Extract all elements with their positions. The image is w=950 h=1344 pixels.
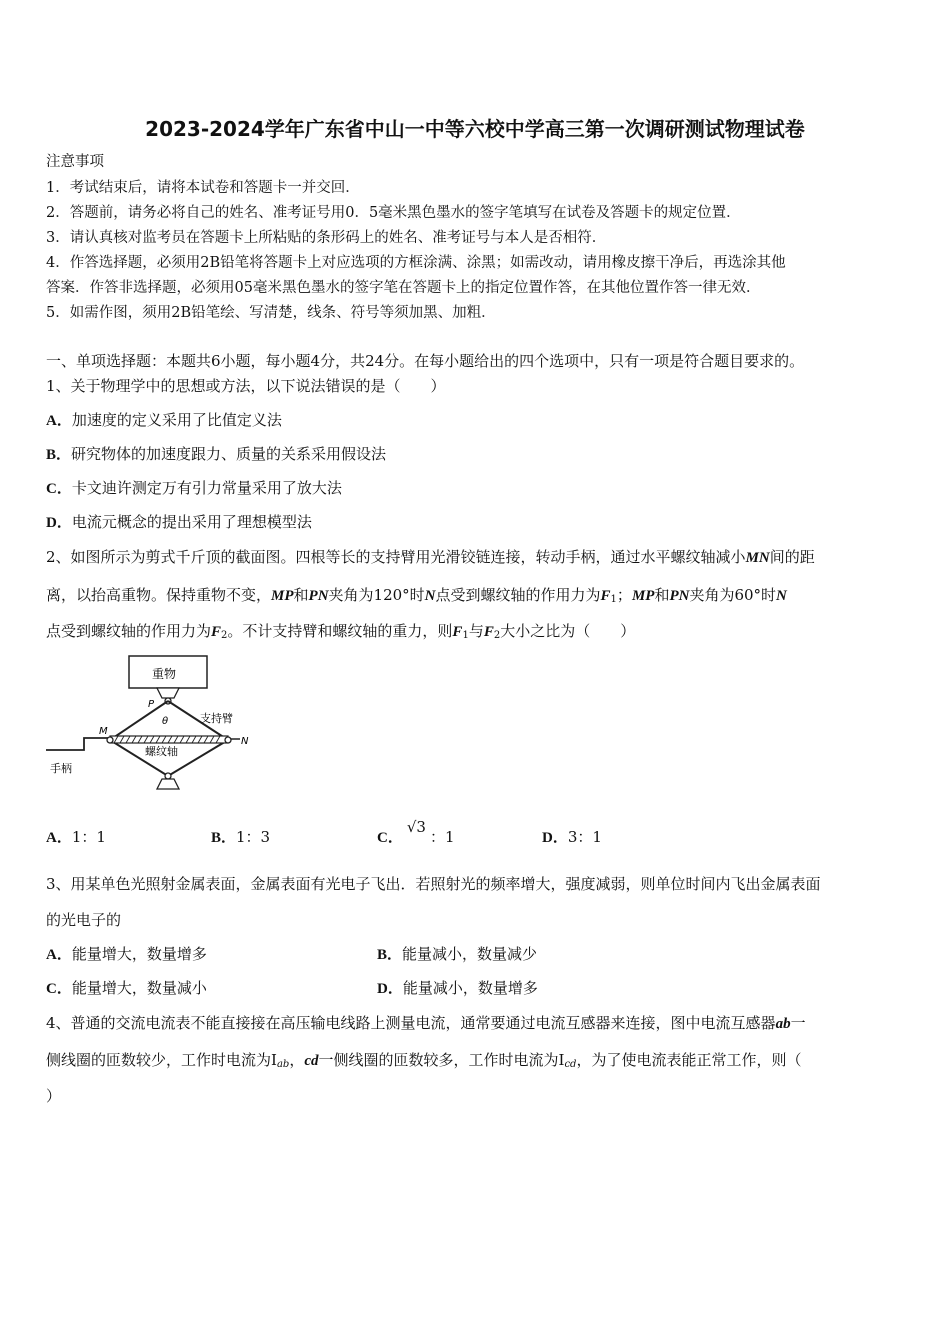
arm-mp (110, 701, 168, 740)
q4-text: ，为了使电流表能正常工作，则（ (576, 1051, 802, 1069)
option-text: 能量增大，数量增多 (71, 945, 207, 963)
var-f: F (483, 624, 494, 640)
option-letter: C． (377, 830, 403, 846)
q2-text: 点受到螺纹轴的作用力为 (435, 586, 601, 604)
option-text: 加速度的定义采用了比值定义法 (71, 411, 282, 429)
option-text: ：1 (429, 828, 455, 846)
option-text: 3：1 (567, 828, 602, 846)
var-n: N (424, 588, 436, 604)
var-mp: MP (271, 588, 294, 604)
option-text: 能量减小，数量减少 (402, 945, 538, 963)
q2-text: 和 (293, 586, 309, 604)
option-letter: D． (46, 515, 72, 531)
q2-text: 间的距 (769, 548, 815, 566)
q4-line-1 (46, 1012, 806, 1033)
q3-option-a (46, 943, 207, 964)
option-letter: A． (46, 947, 72, 963)
q2-text: 大小之比为（ ） (500, 622, 636, 640)
q2-option-a (46, 826, 106, 847)
notice-item-1: 1．考试结束后，请将本试卷和答题卡一并交回． (46, 180, 360, 196)
label-n: N (241, 736, 249, 747)
subscript: 1 (462, 630, 469, 641)
option-letter: B． (377, 947, 403, 963)
q4-text: 一侧线圈的匝数较多，工作时电流为I (318, 1051, 565, 1069)
q2-text: 点受到螺纹轴的作用力为 (46, 622, 212, 640)
pivot-n (225, 737, 231, 743)
option-letter: C． (46, 981, 72, 997)
sqrt3: √3 (406, 818, 426, 836)
option-text: 1：1 (71, 828, 106, 846)
notice-item-4-cont: 答案．作答非选择题，必须用05毫米黑色墨水的签字笔在答题卡上的指定位置作答，在其他位置作答一律无效． (46, 280, 761, 296)
q4-text: ， (289, 1051, 305, 1069)
base-pad (157, 779, 179, 789)
section-heading: 一、单项选择题：本题共6小题，每小题4分，共24分。在每小题给出的四个选项中，只有一项是符合题目要求的。 (46, 352, 805, 370)
handle-crank (46, 738, 110, 750)
q3-option-b (377, 943, 537, 964)
var-cd: cd (304, 1053, 319, 1069)
q2-text: 夹角为120°时 (328, 586, 425, 604)
subscript: cd (564, 1059, 577, 1070)
q2-text: 2、如图所示为剪式千斤顶的截面图。四根等长的支持臂用光滑铰链连接，转动手柄，通过水平螺纹轴减小 (46, 548, 746, 566)
q1-stem: 1、关于物理学中的思想或方法，以下说法错误的是（ ） (46, 377, 446, 395)
option-letter: A． (46, 830, 72, 846)
q2-text: 。不计支持臂和螺纹轴的重力，则 (227, 622, 453, 640)
var-f: F (211, 624, 222, 640)
q2-line-3 (46, 620, 635, 641)
subscript: 2 (493, 630, 501, 641)
q2-line-2 (46, 584, 787, 605)
q4-text: 侧线圈的匝数较少，工作时电流为I (46, 1051, 277, 1069)
option-text: 能量减小，数量增多 (402, 979, 538, 997)
scissor-jack-figure (44, 652, 264, 790)
q3-option-d (377, 977, 538, 998)
q2-option-b (211, 826, 270, 847)
option-letter: B． (211, 830, 237, 846)
option-letter: A． (46, 413, 72, 429)
var-f: F (452, 624, 463, 640)
option-letter: D． (377, 981, 403, 997)
q4-text: 一 (790, 1014, 806, 1032)
q4-line-3: ） (46, 1087, 62, 1105)
subscript: 2 (221, 630, 228, 641)
notice-item-3: 3．请认真核对监考员在答题卡上所粘贴的条形码上的姓名、准考证号与本人是否相符． (46, 230, 607, 246)
option-letter: B． (46, 447, 72, 463)
q1-option-b (46, 443, 386, 464)
label-theta: θ (162, 716, 169, 727)
var-mp: MP (631, 588, 655, 604)
q2-text: 夹角为60°时 (689, 586, 777, 604)
label-p: P (148, 699, 155, 710)
var-ab: ab (775, 1016, 791, 1032)
notice-item-4: 4．作答选择题，必须用2B铅笔将答题卡上对应选项的方框涂满、涂黑；如需改动，请用橡皮擦干净后，再选涂其他 (46, 255, 786, 271)
q2-text: 和 (654, 586, 670, 604)
option-text: 1：3 (236, 828, 271, 846)
q2-line-1 (46, 546, 815, 567)
var-f: F (600, 588, 611, 604)
top-pad (157, 688, 179, 698)
q3-line-2: 的光电子的 (46, 911, 122, 929)
var-mn: MN (745, 550, 770, 566)
q2-text: 与 (468, 622, 484, 640)
q1-option-c (46, 477, 342, 498)
q4-text: 4、普通的交流电流表不能直接接在高压输电线路上测量电流，通常要通过电流互感器来连接，图中电流互感器 (46, 1014, 776, 1032)
notice-item-5: 5．如需作图，须用2B铅笔绘、写清楚，线条、符号等须加黑、加粗． (46, 305, 496, 321)
option-text: 卡文迪许测定万有引力常量采用了放大法 (71, 479, 342, 497)
option-text: 能量增大，数量减小 (71, 979, 207, 997)
q2-option-d (542, 826, 602, 847)
var-pn: PN (308, 588, 329, 604)
q1-option-a (46, 409, 282, 430)
notice-heading: 注意事项 (46, 154, 104, 170)
q2-text: ； (616, 586, 632, 604)
label-m: M (99, 726, 108, 737)
subscript: ab (276, 1059, 290, 1070)
pivot-m (107, 737, 113, 743)
option-text: 研究物体的加速度跟力、质量的关系采用假设法 (71, 445, 387, 463)
q1-option-d (46, 511, 312, 532)
option-letter: D． (542, 830, 568, 846)
var-n: N (776, 588, 787, 604)
subscript: 1 (610, 594, 617, 605)
weight-label: 重物 (152, 667, 177, 681)
var-pn: PN (669, 588, 690, 604)
exam-title: 2023-2024学年广东省中山一中等六校中学高三第一次调研测试物理试卷 (145, 117, 805, 141)
q2-option-c (377, 818, 455, 847)
notice-item-2: 2．答题前，请务必将自己的姓名、准考证号用0．5毫米黑色墨水的签字笔填写在试卷及答题卡的规定位置． (46, 205, 741, 221)
label-screw: 螺纹轴 (145, 745, 178, 758)
q2-text: 离，以抬高重物。保持重物不变， (46, 586, 272, 604)
q4-line-2 (46, 1049, 801, 1070)
label-handle: 手柄 (50, 762, 72, 775)
option-text: 电流元概念的提出采用了理想模型法 (71, 513, 312, 531)
pivot-bottom (165, 773, 171, 779)
q3-option-c (46, 977, 207, 998)
label-arm: 支持臂 (200, 712, 233, 725)
option-letter: C． (46, 481, 72, 497)
q3-line-1: 3、用某单色光照射金属表面，金属表面有光电子飞出．若照射光的频率增大，强度减弱，则单位时间内飞出金属表面 (46, 875, 821, 893)
